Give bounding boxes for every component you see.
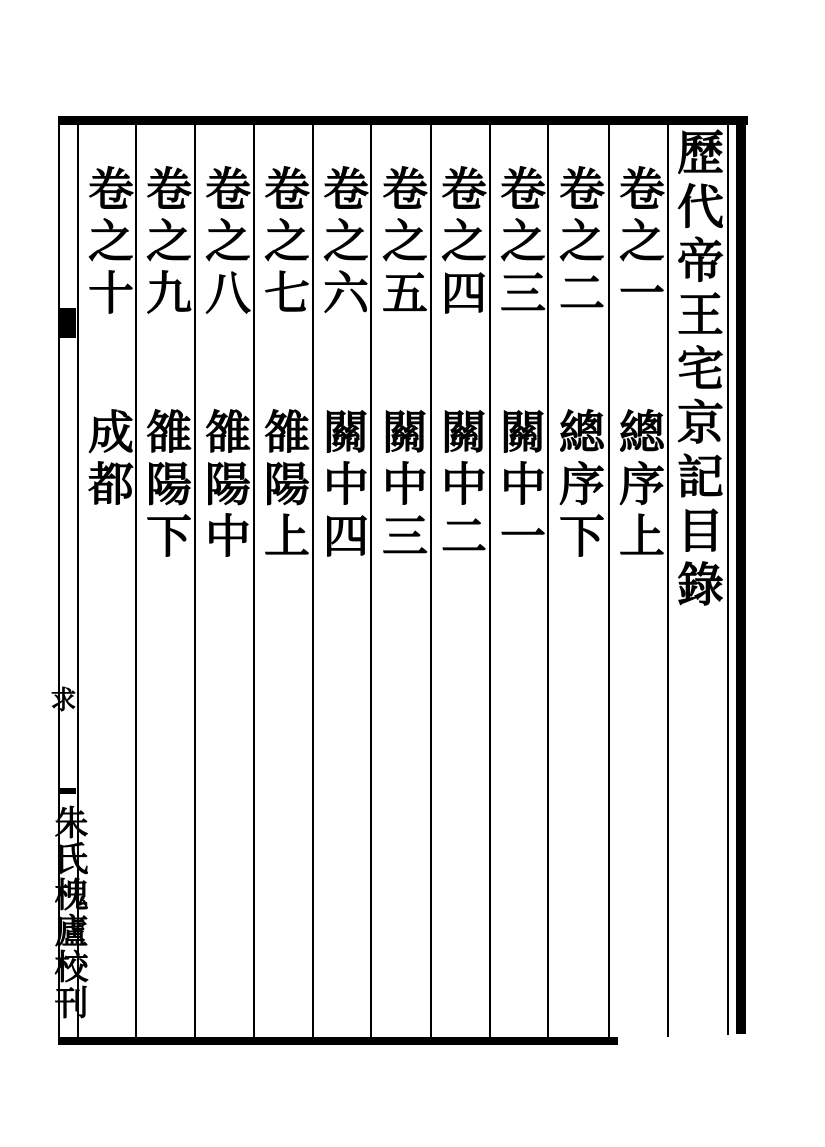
volume-subject: 雒陽上 xyxy=(257,408,311,564)
volume-label: 卷之四 xyxy=(434,165,488,321)
volume-label: 卷之一 xyxy=(612,165,666,321)
volume-subject: 關中一 xyxy=(493,408,547,564)
frame-bottom-rule xyxy=(58,1037,618,1045)
volume-label: 卷之十 xyxy=(81,165,135,321)
volume-label: 卷之八 xyxy=(198,165,252,321)
frame-right-thin-rule xyxy=(727,125,729,1035)
volume-subject: 關中四 xyxy=(316,408,370,564)
volume-label: 卷之六 xyxy=(316,165,370,321)
volume-subject: 關中二 xyxy=(434,408,488,564)
page-title: 歷代帝王宅京記目錄 xyxy=(669,128,724,614)
fold-cut-char: 求 xyxy=(46,686,76,712)
volume-label: 卷之七 xyxy=(257,165,311,321)
volume-subject: 雒陽下 xyxy=(139,408,193,564)
volume-label: 卷之五 xyxy=(375,165,429,321)
publisher-imprint: 朱氏槐廬校刊 xyxy=(48,805,88,1021)
volume-subject: 成都 xyxy=(81,408,135,512)
volume-label: 卷之三 xyxy=(493,165,547,321)
volume-subject: 總序下 xyxy=(552,408,606,564)
frame-top-rule xyxy=(58,116,748,125)
frame-right-thick-rule xyxy=(736,116,746,1034)
fold-rule-mark xyxy=(58,788,76,794)
volume-subject: 關中三 xyxy=(375,408,429,564)
volume-label: 卷之二 xyxy=(552,165,606,321)
volume-subject: 雒陽中 xyxy=(198,408,252,564)
volume-subject: 總序上 xyxy=(612,408,666,564)
fold-fishtail-mark xyxy=(58,308,76,338)
volume-label: 卷之九 xyxy=(139,165,193,321)
